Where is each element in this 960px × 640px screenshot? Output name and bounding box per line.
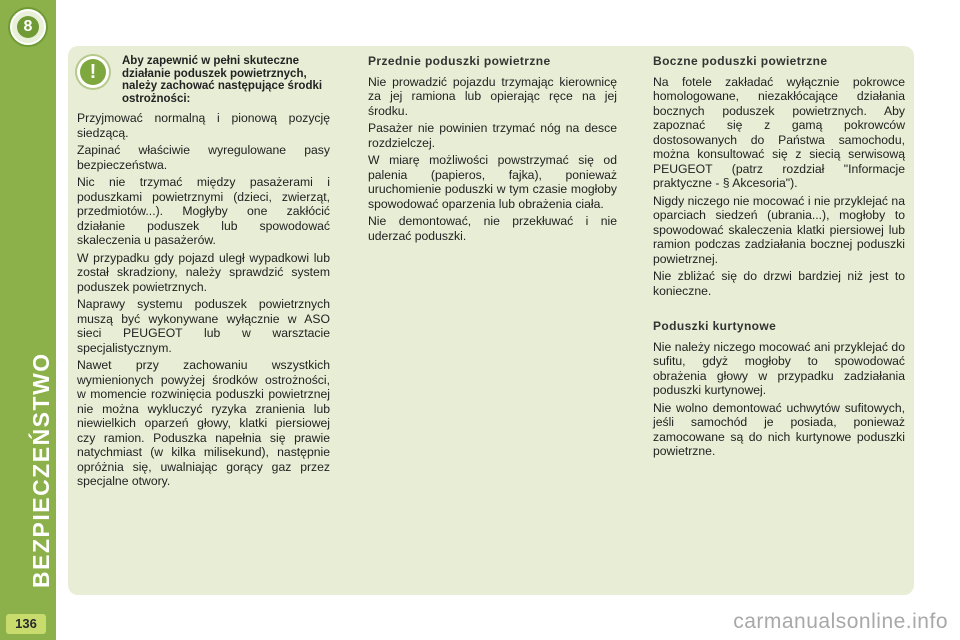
column-front-airbags [368,54,617,246]
paragraph: Nic nie trzymać między pasażerami i poduszkami powietrznymi (dzieci, zwierząt, przedmiotów...). Mogłyby one zakłócić działanie poduszek lub spowodować skaleczenia u pasażerów. [77,175,330,247]
chapter-sidebar [0,0,56,640]
paragraph: Nigdy niczego nie mocować i nie przyklejać na oparciach siedzeń (ubrania...), mogłoby to spowodować skaleczenia klatki piersiowej lub ramion podczas zadziałania bocznej poduszki powietrznej. [653,193,905,266]
section-heading: Przednie poduszki powietrzne [368,54,551,68]
paragraph: Nawet przy zachowaniu wszystkich wymienionych powyżej środków ostrożności, w momencie rozwinięcia poduszki powietrznej nie można wykluczyć ryzyka zranienia lub niewielkich oparzeń głowy, klatki piersiowej czy ramion. Poduszka napełnia się prawie natychmiast (w kilka milisekund), następnie opróżnia się, uwalniając gorący gaz przez specjalne otwory. [77,358,330,488]
paragraph: Na fotele zakładać wyłącznie pokrowce homologowane, niezakłócające działania bocznych poduszek powietrznych. Aby zapoznać się z gamą pokrowców dostosowanych do Państwa samochodu, można konsultować się z siecią serwisową PEUGEOT (patrz rozdział "Informacje praktyczne - § Akcesoria"). [653,74,905,190]
paragraph: Pasażer nie powinien trzymać nóg na desce rozdzielczej. [368,121,617,150]
paragraph: Naprawy systemu poduszek powietrznych muszą być wykonywane wyłącznie w ASO sieci PEUGEOT lub w warsztacie specjalistycznym. [77,297,330,355]
paragraph: Nie zbliżać się do drzwi bardziej niż jest to konieczne. [653,269,905,298]
watermark: carmanualsonline.info [733,610,948,633]
exclamation-icon [77,56,109,88]
spacer [653,301,905,319]
paragraph: W miarę możliwości powstrzymać się od palenia (papieros, fajka), ponieważ uruchomienie poduszki w tym czasie mogłoby spowodować oparzenia lub obrażenia ciała. [368,153,617,211]
paragraph: Przyjmować normalną i pionową pozycję siedzącą. [77,111,330,140]
section-title: BEZPIECZEŃSTWO [28,352,54,588]
chapter-number: 8 [17,16,39,38]
paragraph: Nie demontować, nie przekłuwać i nie uderzać poduszki. [368,214,617,243]
paragraph: W przypadku gdy pojazd uległ wypadkowi lub został skradziony, należy sprawdzić system poduszek powietrznych. [77,250,330,294]
section-heading: Boczne poduszki powietrzne [653,54,828,68]
chapter-badge [10,9,46,45]
exclamation-mark: ! [80,59,106,85]
column-side-curtain-airbags [653,54,905,462]
paragraph: Nie prowadzić pojazdu trzymając kierownicę za jej ramiona lub opierając ręce na jej środku. [368,74,617,118]
paragraph: Nie należy niczego mocować ani przyklejać do sufitu, gdyż mogłoby to spowodować obrażenia głowy w przypadku zadziałania poduszki kurtynowej. [653,339,905,397]
section-heading: Poduszki kurtynowe [653,319,777,333]
warning-title: Aby zapewnić w pełni skuteczne działanie poduszek powietrznych, należy zachować następujące środki ostrożności: [122,55,323,105]
page-number: 136 [6,614,46,634]
column-precautions [77,111,330,492]
paragraph: Nie wolno demontować uchwytów sufitowych, jeśli samochód je posiada, ponieważ zamocowane są do nich kurtynowe poduszki powietrzne. [653,400,905,458]
paragraph: Zapinać właściwie wyregulowane pasy bezpieczeństwa. [77,143,330,172]
